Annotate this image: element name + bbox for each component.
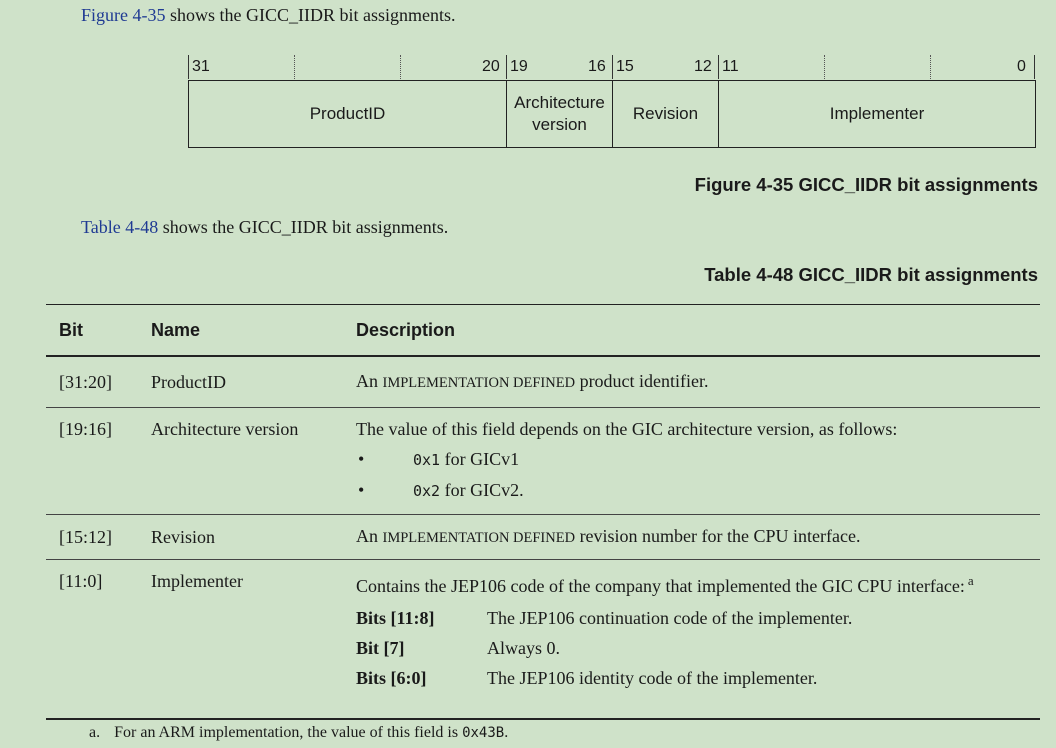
field-architecture-version: Architecture version (507, 81, 613, 147)
row-bit: [31:20] (59, 372, 112, 392)
subfield-list: Bits [11:8] The JEP106 continuation code of the implementer. Bit [7] Always 0. Bits [6:0] The JEP106 identity code of the implementer. (356, 608, 853, 688)
figure-intro-text (81, 5, 456, 26)
bit-label-11: 11 (722, 58, 739, 75)
table-link[interactable]: Table 4-48 (81, 217, 159, 237)
table-row (46, 408, 1040, 514)
table-row (46, 357, 1040, 407)
figure-link[interactable]: Figure 4-35 (81, 5, 166, 25)
row-bit: [19:16] (59, 419, 112, 439)
table-row (46, 560, 1040, 718)
field-revision: Revision (613, 81, 719, 147)
list-item: • 0x2 for GICv2. (358, 480, 524, 500)
row-name: Architecture version (151, 419, 299, 439)
table-intro-rest: shows the GICC_IIDR bit assignments. (158, 217, 449, 237)
bit-ruler (188, 52, 1036, 80)
table-caption: Table 4-48 GICC_IIDR bit assignments (704, 264, 1038, 285)
bit-label-31: 31 (192, 58, 210, 75)
footnote-ref[interactable]: a (967, 573, 974, 588)
footnote: a. For an ARM implementation, the value of this field is 0x43B. (89, 724, 509, 741)
row-bit: [15:12] (59, 527, 112, 547)
row-description: An IMPLEMENTATION DEFINED product identifier. (356, 371, 709, 391)
figure-caption: Figure 4-35 GICC_IIDR bit assignments (694, 174, 1038, 195)
bit-label-12: 12 (694, 58, 712, 75)
table-row (46, 515, 1040, 559)
header-name: Name (151, 320, 201, 340)
bit-label-0: 0 (1017, 58, 1026, 75)
bit-assignment-diagram (188, 52, 1036, 148)
field-implementer: Implementer (829, 104, 925, 123)
header-bit: Bit (59, 320, 83, 340)
row-name: Implementer (151, 571, 243, 591)
bit-label-20: 20 (482, 58, 500, 75)
list-item: • 0x1 for GICv1 (358, 449, 520, 469)
bit-assignment-table (46, 304, 1040, 720)
field-productid: ProductID (189, 81, 507, 147)
bit-fields (188, 80, 1036, 148)
table-intro-text (81, 217, 448, 238)
table-header-row (46, 305, 1040, 355)
bit-label-16: 16 (588, 58, 606, 75)
row-name: Revision (151, 527, 216, 547)
row-description: An IMPLEMENTATION DEFINED revision number for the CPU interface. (356, 526, 861, 546)
row-name: ProductID (151, 372, 226, 392)
header-description: Description (356, 320, 456, 340)
row-bit: [11:0] (59, 571, 103, 591)
bit-label-19: 19 (510, 58, 528, 75)
row-description: Contains the JEP106 code of the company that implemented the GIC CPU interface: $^a$ Bits [11:8] The JEP106 continuation code of the implementer. Bit [7] Always 0. Bits [6:0] The JEP106 identity code of the implementer. (356, 569, 1040, 718)
row-description: The value of this field depends on the GIC architecture version, as follows: • 0x1 for GICv1 • 0x2 for GICv2. (356, 417, 1040, 514)
figure-intro-rest: shows the GICC_IIDR bit assignments. (165, 5, 456, 25)
bit-label-15: 15 (616, 58, 634, 75)
